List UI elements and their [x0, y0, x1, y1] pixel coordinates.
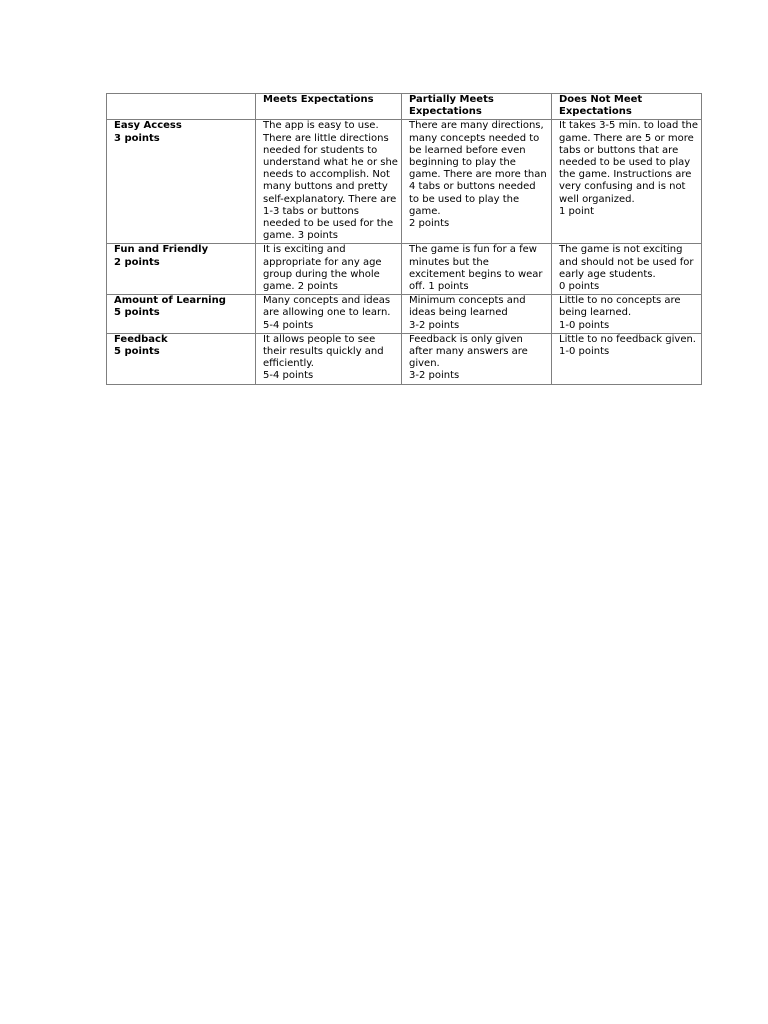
criterion-name: Feedback — [114, 333, 168, 345]
cell-text-line: 5-4 points — [263, 370, 314, 382]
rubric-cell — [256, 295, 402, 334]
cell-text-line: 3-2 points — [409, 370, 460, 382]
criterion-points: 2 points — [114, 256, 160, 268]
criterion-cell — [107, 333, 256, 384]
header-meets: Meets Expectations — [256, 94, 402, 120]
rubric-cell — [552, 333, 702, 384]
rubric-cell — [402, 295, 552, 334]
criterion-name: Amount of Learning — [114, 295, 226, 307]
cell-text-line: Minimum concepts and ideas being learned — [409, 295, 526, 319]
header-partially-meets: Partially Meets Expectations — [402, 94, 552, 120]
table-row — [107, 120, 702, 244]
cell-text-line: The app is easy to use. There are little directions needed for students to understand what he or she needs to accomplish. Not many buttons and pretty self-explanatory. There are 1-3 tabs or buttons needed to be used for the game. 3 points — [263, 120, 398, 242]
cell-text-line: It takes 3-5 min. to load the game. There are 5 or more tabs or buttons that are needed to be used to play the game. Instructions are very confusing and is not well organized. — [559, 120, 698, 205]
rubric-cell — [402, 244, 552, 295]
cell-text-line: 2 points — [409, 218, 450, 230]
rubric-cell — [552, 295, 702, 334]
rubric-table — [106, 93, 702, 385]
cell-text-line: The game is not exciting and should not be used for early age students. — [559, 244, 694, 280]
criterion-cell — [107, 120, 256, 244]
cell-text-line: It is exciting and appropriate for any age group during the whole game. 2 points — [263, 244, 382, 293]
rubric-header-row — [107, 94, 702, 120]
header-does-not-meet: Does Not Meet Expectations — [552, 94, 702, 120]
cell-text-line: 5-4 points — [263, 319, 314, 331]
cell-text-line: 1 point — [559, 205, 595, 217]
criterion-points: 5 points — [114, 307, 160, 319]
criterion-cell — [107, 295, 256, 334]
cell-text-line: 1-0 points — [559, 319, 610, 331]
criterion-name: Easy Access — [114, 120, 182, 132]
rubric-cell — [552, 244, 702, 295]
header-criterion — [107, 94, 256, 120]
cell-text-line: Many concepts and ideas are allowing one to learn. — [263, 295, 391, 319]
criterion-points: 5 points — [114, 346, 160, 358]
cell-text-line: Feedback is only given after many answers are given. — [409, 333, 528, 370]
rubric-cell — [552, 120, 702, 244]
cell-text-line: Little to no feedback given. — [559, 333, 696, 345]
cell-text-line: It allows people to see their results quickly and efficiently. — [263, 333, 384, 370]
table-row — [107, 295, 702, 334]
criterion-points: 3 points — [114, 132, 160, 144]
criterion-name: Fun and Friendly — [114, 244, 209, 256]
rubric-cell — [256, 333, 402, 384]
rubric-cell — [256, 120, 402, 244]
table-row — [107, 333, 702, 384]
criterion-cell — [107, 244, 256, 295]
cell-text-line: There are many directions, many concepts needed to be learned before even beginning to play the game. There are more than 4 tabs or buttons needed to be used to play the game. — [409, 120, 547, 217]
cell-text-line: Little to no concepts are being learned. — [559, 295, 681, 319]
rubric-cell — [402, 333, 552, 384]
rubric-cell — [256, 244, 402, 295]
cell-text-line: The game is fun for a few minutes but the excitement begins to wear off. 1 points — [409, 244, 543, 293]
cell-text-line: 1-0 points — [559, 346, 610, 358]
table-row — [107, 244, 702, 295]
cell-text-line: 0 points — [559, 281, 600, 293]
rubric-cell — [402, 120, 552, 244]
cell-text-line: 3-2 points — [409, 319, 460, 331]
